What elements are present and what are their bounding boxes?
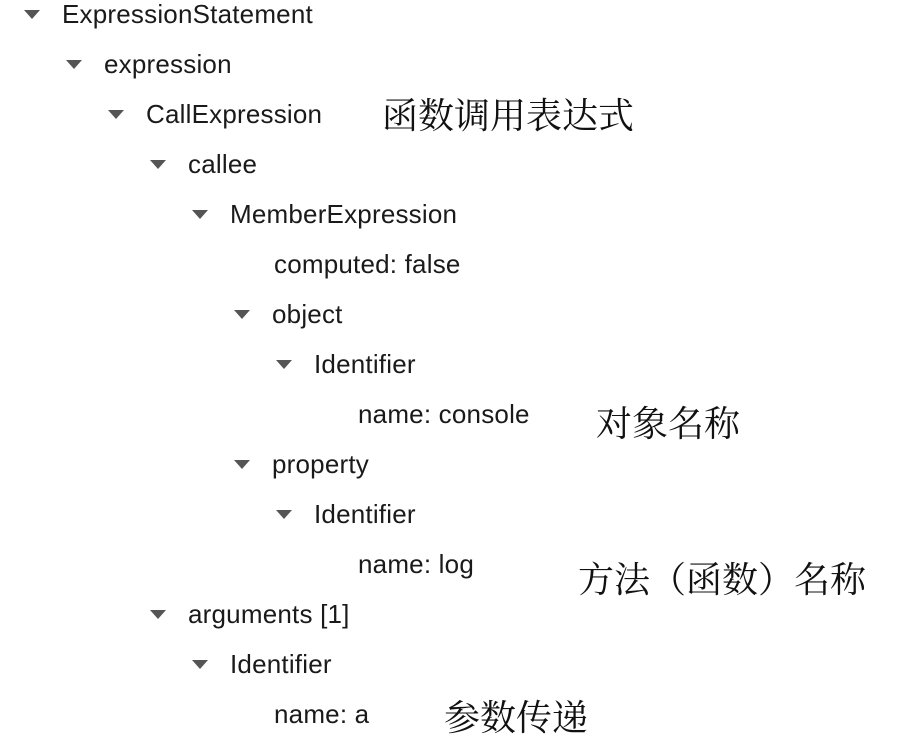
tree-leaf-name-log	[358, 544, 474, 584]
tree-node-identifier-argument[interactable]	[190, 644, 332, 684]
tree-node-member-expression[interactable]	[190, 194, 457, 234]
annotation-arg-pass: 参数传递	[444, 698, 589, 739]
tree-leaf-name-a	[274, 694, 369, 734]
node-label: Identifier	[314, 348, 416, 379]
caret-down-icon[interactable]	[232, 294, 272, 334]
node-label: object	[272, 298, 343, 329]
tree-node-identifier-property[interactable]	[274, 494, 416, 534]
leaf-label: name: log	[358, 548, 474, 579]
caret-down-icon[interactable]	[148, 144, 188, 184]
annotation-object-name: 对象名称	[596, 404, 741, 445]
annotation-method-name: 方法（函数）名称	[578, 560, 867, 601]
tree-node-expression[interactable]	[64, 44, 232, 84]
tree-node-callee[interactable]	[148, 144, 257, 184]
tree-node-arguments[interactable]	[148, 594, 350, 634]
leaf-label: name: console	[358, 398, 530, 429]
node-label: property	[272, 448, 369, 479]
caret-down-icon[interactable]	[106, 94, 146, 134]
node-label: expression	[104, 48, 232, 79]
caret-down-icon[interactable]	[22, 0, 62, 34]
node-label: callee	[188, 148, 258, 179]
tree-node-object[interactable]	[232, 294, 343, 334]
caret-down-icon[interactable]	[232, 444, 272, 484]
tree-node-property[interactable]	[232, 444, 369, 484]
caret-down-icon[interactable]	[190, 194, 230, 234]
tree-node-identifier-object[interactable]	[274, 344, 416, 384]
caret-down-icon[interactable]	[148, 594, 188, 634]
tree-leaf-name-console	[358, 394, 530, 434]
leaf-label: computed: false	[274, 248, 461, 279]
caret-down-icon[interactable]	[190, 644, 230, 684]
node-label: CallExpression	[146, 98, 323, 129]
annotation-call-expression: 函数调用表达式	[382, 96, 635, 137]
caret-down-icon[interactable]	[64, 44, 104, 84]
tree-leaf-computed	[274, 244, 461, 284]
node-label: ExpressionStatement	[62, 0, 313, 29]
leaf-label: name: a	[274, 698, 370, 729]
node-label: arguments [1]	[188, 598, 350, 629]
node-label: Identifier	[314, 498, 416, 529]
caret-down-icon[interactable]	[274, 344, 314, 384]
node-label: MemberExpression	[230, 198, 458, 229]
tree-node-expression-statement[interactable]	[22, 0, 313, 34]
tree-node-call-expression[interactable]	[106, 94, 322, 134]
caret-down-icon[interactable]	[274, 494, 314, 534]
node-label: Identifier	[230, 648, 332, 679]
